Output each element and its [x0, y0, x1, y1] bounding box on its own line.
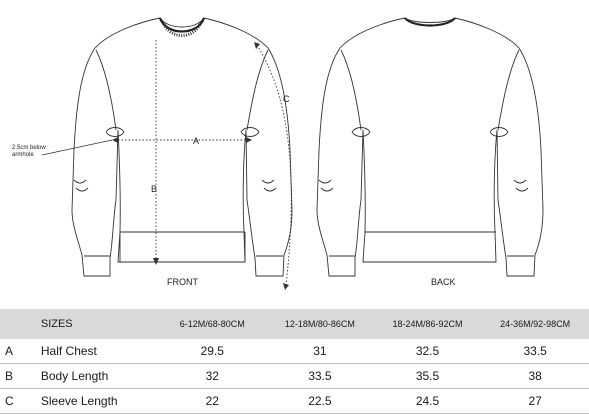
- table-row: [0, 364, 589, 389]
- row-code: C: [0, 389, 41, 414]
- table-cell: 22: [158, 389, 266, 414]
- row-code: B: [0, 364, 41, 389]
- table-header-row: [0, 309, 589, 339]
- size-column-header: 24-36M/92-98CM: [481, 309, 589, 339]
- row-name: Sleeve Length: [41, 389, 159, 414]
- marker-a: A: [193, 136, 200, 146]
- size-chart-table: [0, 309, 589, 414]
- row-name: Body Length: [41, 364, 159, 389]
- marker-c: C: [283, 94, 290, 104]
- table-cell: 27: [481, 389, 589, 414]
- row-code: A: [0, 339, 41, 364]
- table-row: [0, 339, 589, 364]
- table-cell: 29.5: [158, 339, 266, 364]
- back-label: BACK: [431, 277, 456, 287]
- table-cell: 38: [481, 364, 589, 389]
- header-sizes-label: SIZES: [41, 309, 159, 339]
- back-sweatshirt-drawing: [317, 18, 543, 276]
- table-cell: 35.5: [374, 364, 482, 389]
- marker-b: B: [151, 184, 158, 194]
- size-column-header: 18-24M/86-92CM: [374, 309, 482, 339]
- table-cell: 33.5: [266, 364, 374, 389]
- table-cell: 22.5: [266, 389, 374, 414]
- row-name: Half Chest: [41, 339, 159, 364]
- table-cell: 33.5: [481, 339, 589, 364]
- front-label: FRONT: [167, 277, 198, 287]
- header-code-cell: [0, 309, 41, 339]
- front-sweatshirt-drawing: [42, 18, 292, 285]
- table-cell: 32.5: [374, 339, 482, 364]
- table-cell: 24.5: [374, 389, 482, 414]
- size-column-header: 6-12M/68-80CM: [158, 309, 266, 339]
- table-row: [0, 389, 589, 414]
- table-cell: 31: [266, 339, 374, 364]
- armhole-note: 2.5cm below armhole: [12, 145, 46, 158]
- size-column-header: 12-18M/80-86CM: [266, 309, 374, 339]
- table-cell: 32: [158, 364, 266, 389]
